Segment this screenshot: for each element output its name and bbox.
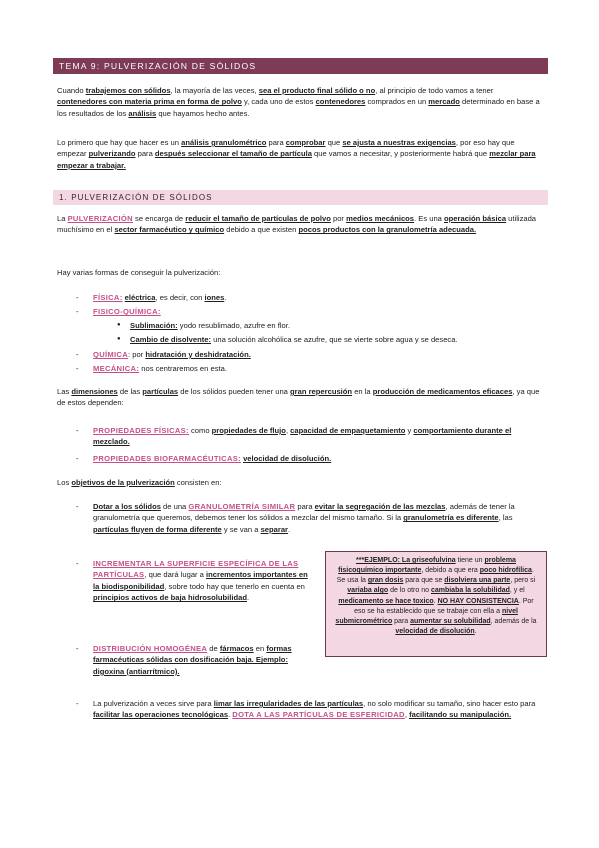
text-run: facilitando su manipulación. [409,710,512,720]
text-run: una solución alcohólica se azufre, que se vierte sobre agua y se deseca. [211,335,458,344]
text-run: fármacos [219,644,254,653]
intro-paragraph-2 [57,137,545,171]
text-run: . Por eso se ha establecido que se trabaje con ella a [354,597,534,615]
bullet-dot: ● [117,322,121,328]
text-run: eléctrica [124,293,156,302]
text-run: PULVERIZACIÓN [67,214,133,223]
text-run: tiene un [455,557,485,564]
bullet-dot: ● [117,336,121,342]
list-dash: - [76,699,79,708]
text-run: PROPIEDADES FÍSICAS: [93,426,189,435]
text-run: FÍSICA: [93,293,123,302]
text-run: consisten en: [174,478,222,487]
text-run: , al principio de todo vamos a tener [375,86,494,95]
text-run: determinado en base a los resultados de los [57,97,540,118]
text-run: contenedores con materia prima en forma de polvo [57,97,242,107]
text-run: incrementos importantes en la biodisponibilidad [93,570,308,591]
text-run: Cuando [57,86,86,95]
forms-intro: Hay varias formas de conseguir la pulverización: [57,268,221,277]
text-run: cambiaba la solubilidad [430,587,510,595]
text-run: , además de tener la granulometría que queremos, debemos tener los sólidos a mezclar del mismo tamaño. Si la [93,502,515,523]
list-dash: - [76,293,79,302]
text-run: comportamiento durante el mezclado. [93,426,512,447]
text-run: de [207,644,220,653]
text-run: propiedades de flujo [211,426,286,435]
text-run: medicamento se hace toxico [338,597,434,605]
text-run: La pulverización a veces sirve para [93,699,214,708]
text-run: para que se [403,577,445,585]
text-run: . [247,593,250,603]
text-run: y [405,426,414,435]
text-run: velocidad de disolución [395,627,475,635]
list-dash: - [76,364,79,373]
text-run: , la mayoría de las veces, [170,86,259,95]
text-run: que [325,138,343,147]
text-run: facilitar las operaciones tecnológicas [93,710,229,720]
text-run: La [57,214,68,223]
text-run: NO HAY CONSISTENCIA [437,597,519,605]
text-run: ***EJEMPLO: La griseofulvina [356,557,456,564]
text-run: PROPIEDADES BIOFARMACÉUTICAS: [93,454,241,463]
text-run: sea el producto final sólido o no [258,86,376,95]
text-run: FISICO-QUÍMICA: [93,307,161,316]
text-run: de los sólidos pueden tener una [178,387,291,396]
objectives-intro [57,477,545,488]
text-run: reducir el tamaño de partículas de polvo [185,214,331,223]
objective-distribucion [93,643,318,677]
text-run: DISTRIBUCIÓN HOMOGÉNEA [93,644,208,653]
text-run: , por eso hay que empezar [57,138,515,159]
text-run: INCREMENTAR LA SUPERFICIE ESPECÍFICA DE LAS PARTÍCULAS [93,559,299,580]
text-run: separar [260,524,289,534]
text-run: poco hidrofílica [479,567,532,575]
text-run: . [224,293,227,302]
text-run: . [474,627,477,635]
list-item-propiedades-biofarmaceuticas [93,453,533,464]
text-run: para [135,149,155,159]
example-box [325,551,547,657]
text-run: partículas fluyen de forma diferente [93,524,222,534]
pulverizacion-definition [57,213,545,236]
list-item-mecanica [93,363,533,374]
objective-granulometria [93,501,533,535]
dimensions-paragraph [57,386,545,409]
text-run: comprados en un [365,97,429,107]
text-run: como [188,426,212,435]
text-run: Las [57,387,72,396]
text-run: . [433,597,438,605]
text-run: Dotar a los sólidos [93,502,161,511]
text-run: QUÍMICA [93,350,129,359]
text-run: operación básica [444,214,507,223]
text-run: , y el [509,587,525,595]
text-run: Sublimación: [130,321,178,330]
text-run: DOTA A LAS PARTÍCULAS DE ESFERICIDAD [232,710,405,720]
list-dash: - [76,350,79,359]
text-run: después seleccionar el tamaño de partícula [154,149,312,159]
text-run: debido a que existen [224,225,299,235]
text-run: trabajemos con sólidos [85,86,171,95]
text-run: problema fisicoquímico importante [338,557,516,575]
text-run: análisis granulométrico [181,138,267,147]
text-run: : por [128,350,146,359]
text-run: partículas [142,387,179,396]
text-run: comprobar [285,138,326,147]
text-run: para [392,617,411,625]
text-run: gran repercusión [290,387,353,396]
text-run: y, cada uno de estos [241,97,316,107]
text-run: de una [160,502,189,511]
text-run: en [253,644,267,653]
text-run: iones [204,293,225,302]
list-dash: - [76,454,79,463]
text-run: dimensiones [71,387,118,396]
text-run: , debido a que era [421,567,480,575]
text-run: . [228,710,233,720]
text-run: por [330,214,347,223]
text-run: pocos productos con la granulometría adecuada. [298,225,477,235]
objective-superficie [93,558,311,604]
text-run: utilizada muchísimo en el [57,214,537,235]
intro-paragraph-1 [57,85,545,119]
text-run: para [295,502,315,511]
chapter-title: TEMA 9: PULVERIZACIÓN DE SÓLIDOS [53,58,548,74]
text-run: objetivos de la pulverización [71,478,175,487]
text-run: producción de medicamentos eficaces [372,387,513,396]
text-run: se ajusta a nuestras exigencias [342,138,456,147]
text-run: mezclar para empezar a trabajar. [57,149,536,170]
text-run: se encarga de [132,214,186,223]
list-item-quimica [93,349,533,360]
text-run: yodo resublimado, azufre en flor. [177,321,290,330]
list-dash: - [76,426,79,435]
text-run: nivel submicrométrico [335,607,518,625]
text-run: , [285,426,291,435]
text-run: . Es una [414,214,445,223]
text-run: , pero si [510,577,536,585]
text-run: que hayamos hecho antes. [156,108,250,118]
text-run: medios mecánicos [346,214,415,223]
text-run: mercado [428,97,460,107]
text-run: que vamos a necesitar, y posteriormente habrá que [311,149,490,159]
text-run: capacidad de empaquetamiento [290,426,406,435]
text-run: , que dará lugar a [144,570,207,580]
text-run: principios activos de baja hidrosolubilidad [93,593,248,603]
text-run: gran dosis [367,577,404,585]
text-run: Cambio de disolvente: [130,335,212,344]
text-run: y se van a [221,524,261,534]
list-dash: - [76,307,79,316]
sublist-item-cambio-disolvente [130,334,530,345]
text-run: evitar la segregación de las mezclas [314,502,446,511]
text-run: de lo otro no [388,587,431,595]
text-run: . [288,524,291,534]
list-dash: - [76,559,79,568]
text-run: Los [57,478,72,487]
list-item-fisica [93,292,533,303]
text-run: , sobre todo hay que tenerlo en cuenta en [164,581,305,591]
text-run: granulometría es diferente [403,513,499,523]
text-run: disolviera una parte [444,577,511,585]
text-run: formas farmacéuticas sólidas con dosificación baja. Ejemplo: digoxina (antiarrítmico). [93,644,292,676]
text-run: pulverizando [88,149,136,159]
text-run: nos centraremos en esta. [139,364,227,373]
text-run: en la [352,387,373,396]
objective-esfericidad [93,698,538,721]
section-1-title: 1. PULVERIZACIÓN DE SÓLIDOS [53,190,548,205]
text-run: limar las irregularidades de las partículas [213,699,364,708]
text-run: aumentar su solubilidad [410,617,491,625]
text-run: MECÁNICA: [93,364,140,373]
text-run: variaba algo [347,587,389,595]
text-run: , no solo modificar su tamaño, sino hacer esto para [363,699,536,708]
text-run: GRANULOMETRÍA SIMILAR [188,502,296,511]
text-run: contenedores [315,97,366,107]
list-item-propiedades-fisicas [93,425,528,448]
text-run: , ya que de estos dependen: [57,387,540,408]
text-run: , es decir, con [155,293,205,302]
text-run: de las [117,387,143,396]
text-run: análisis [128,108,157,118]
list-dash: - [76,644,79,653]
text-run: , las [498,513,513,523]
text-run: para [266,138,286,147]
sublist-item-sublimacion [130,320,530,331]
text-run: , además de la [490,617,537,625]
text-run: , [404,710,410,720]
list-item-fisico-quimica [93,306,533,317]
text-run: Lo primero que hay que hacer es un [57,138,182,147]
text-run: hidratación y deshidratación. [145,350,251,359]
text-run: velocidad de disolución. [243,454,332,463]
list-dash: - [76,502,79,511]
text-run: . Se usa la [336,567,534,585]
text-run: sector farmacéutico y químico [114,225,225,235]
